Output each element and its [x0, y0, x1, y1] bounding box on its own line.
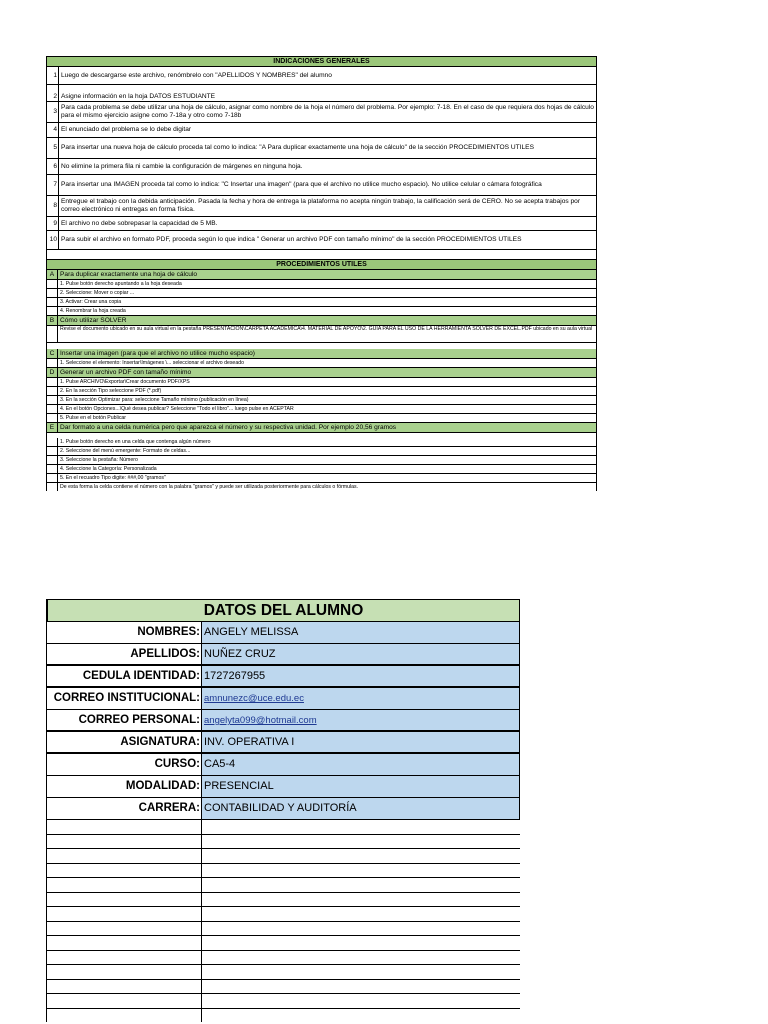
- section-letter: A: [47, 270, 58, 279]
- field-value[interactable]: 1727267955: [202, 666, 520, 686]
- procedure-step: 1. Pulse botón derecho apuntando a la hoja deseada: [47, 280, 596, 289]
- section-title: Generar un archivo PDF con tamaño mínimo: [60, 369, 192, 376]
- field-label: ASIGNATURA:: [47, 732, 202, 752]
- empty-row[interactable]: [47, 965, 520, 980]
- student-field-row: [47, 710, 520, 732]
- instruction-number: 4: [47, 123, 59, 137]
- empty-row[interactable]: [47, 922, 520, 937]
- instruction-text: Para insertar una nueva hoja de cálculo proceda tal como lo indica: "A Para duplicar exactamente una hoja de cálculo" de la sección PROCEDIMIENTOS UTILES: [61, 144, 534, 151]
- empty-row[interactable]: [47, 951, 520, 966]
- procedure-section-b: [47, 316, 596, 326]
- instruction-number: 5: [47, 138, 59, 158]
- personal-email-link[interactable]: angelyta099@hotmail.com: [204, 715, 317, 726]
- procedure-step: 3. En la sección Optimizar para: seleccione Tamaño mínimo (publicación en línea): [47, 396, 596, 405]
- section-title: Insertar una imagen (para que el archivo no utilice mucho espacio): [60, 350, 255, 357]
- empty-row[interactable]: [47, 893, 520, 908]
- field-value[interactable]: [202, 688, 520, 709]
- procedure-step: 5. En el recuadro Tipo digite: ###,00 "gramos": [47, 474, 596, 483]
- procedure-step: 3. Seleccione la pestaña: Número: [47, 456, 596, 465]
- instruction-row: [47, 159, 596, 175]
- instruction-text: Asigne información en la hoja DATOS ESTUDIANTE: [61, 93, 216, 100]
- procedure-step: 2. Seleccione: Mover o copiar ...: [47, 289, 596, 298]
- procedure-step: 1. Pulse botón derecho en una celda que contenga algún número: [47, 438, 596, 447]
- student-field-row: [47, 732, 520, 754]
- student-data-table: [46, 599, 520, 1022]
- institutional-email-link[interactable]: amnunezc@uce.edu.ec: [204, 693, 304, 704]
- field-label: APELLIDOS:: [47, 644, 202, 664]
- instruction-row: [47, 196, 596, 217]
- student-field-row: [47, 666, 520, 688]
- field-label: CARRERA:: [47, 798, 202, 819]
- instruction-number: 7: [47, 175, 59, 195]
- procedure-step: 4. En el botón Opciones...\Qué desea publicar? Seleccione "Todo el libro"... luego pulse en ACEPTAR: [47, 405, 596, 414]
- empty-row[interactable]: [47, 864, 520, 879]
- procedure-step: Revise el documento ubicado en su aula virtual en la pestaña PRESENTACIÓN\CARPETA ACADEMICA\4. MATERIAL DE APOYO\2. GUIA PARA EL USO DE LA HERRAMIENTA SOLVER DE EXCEL.PDF ubicado en su aula virtual: [47, 326, 596, 343]
- procedure-section-a: [47, 270, 596, 280]
- instruction-row: [47, 217, 596, 231]
- instruction-row: [47, 175, 596, 196]
- empty-row[interactable]: [47, 994, 520, 1009]
- procedure-step: 5. Pulse en el botón Publicar: [47, 414, 596, 423]
- field-value[interactable]: [202, 710, 520, 730]
- field-label: CORREO INSTITUCIONAL:: [47, 688, 202, 709]
- empty-row[interactable]: [47, 849, 520, 864]
- procedure-section-e: [47, 423, 596, 433]
- instruction-row: [47, 102, 596, 123]
- student-field-row: [47, 688, 520, 710]
- section-title: Cómo utilizar SOLVER: [60, 317, 127, 324]
- instruction-row: [47, 67, 596, 85]
- procedure-section-c: [47, 349, 596, 359]
- empty-row[interactable]: [47, 835, 520, 850]
- section-letter: C: [47, 349, 58, 358]
- instruction-number: 6: [47, 159, 59, 174]
- empty-row[interactable]: [47, 936, 520, 951]
- field-label: NOMBRES:: [47, 622, 202, 643]
- procedure-step: 3. Activar: Crear una copia: [47, 298, 596, 307]
- instruction-number: 9: [47, 217, 59, 230]
- empty-row[interactable]: [47, 1009, 520, 1023]
- section-letter: B: [47, 316, 58, 325]
- instruction-text: Para cada problema se debe utilizar una hoja de cálculo, asignar como nombre de la hoja el número del problema. Por ejemplo: 7-18. En el caso de que requiera dos hojas de cálculo para el mismo ejercicio asigne como 7-18a y otro como 7-18b: [61, 104, 594, 119]
- instruction-text: No elimine la primera fila ni cambie la configuración de márgenes en ninguna hoja.: [61, 162, 303, 170]
- instruction-row: [47, 138, 596, 159]
- instructions-sheet: [46, 56, 597, 491]
- instruction-number: 1: [47, 67, 59, 84]
- empty-row[interactable]: [47, 878, 520, 893]
- instruction-row: [47, 85, 596, 102]
- field-value[interactable]: INV. OPERATIVA I: [202, 732, 520, 752]
- student-field-row: [47, 798, 520, 820]
- instruction-number: 3: [47, 102, 59, 122]
- student-table-title: DATOS DEL ALUMNO: [47, 599, 520, 622]
- field-value[interactable]: CA5-4: [202, 754, 520, 775]
- empty-row[interactable]: [47, 980, 520, 995]
- procedures-header: PROCEDIMIENTOS UTILES: [47, 259, 596, 270]
- empty-rows: [47, 820, 520, 1022]
- instruction-number: 2: [47, 85, 59, 101]
- student-field-row: [47, 776, 520, 798]
- section-letter: E: [47, 423, 58, 432]
- instruction-text: Para insertar una IMAGEN proceda tal como lo indica: "C Insertar una imagen" (para que el archivo no utilice mucho espacio). No utilice celular o cámara fotográfica: [61, 181, 542, 188]
- field-label: CEDULA IDENTIDAD:: [47, 666, 202, 686]
- instruction-text: Para subir el archivo en formato PDF, proceda según lo que indica " Generar un archivo PDF con tamaño mínimo" de la sección PROCEDIMIENTOS UTILES: [61, 236, 522, 243]
- instruction-number: 8: [47, 196, 59, 216]
- procedure-step: 4. Seleccione la Categoría: Personalizada: [47, 465, 596, 474]
- field-value[interactable]: NUÑEZ CRUZ: [202, 644, 520, 664]
- empty-row[interactable]: [47, 820, 520, 835]
- instruction-number: 10: [47, 231, 59, 249]
- procedure-step: 1. Pulse ARCHIVO\Exportar\Crear documento PDF/XPS: [47, 378, 596, 387]
- student-field-row: [47, 644, 520, 666]
- field-value[interactable]: CONTABILIDAD Y AUDITORÍA: [202, 798, 520, 819]
- section-letter: D: [47, 368, 58, 377]
- instruction-text: El archivo no debe sobrepasar la capacidad de 5 MB.: [61, 219, 218, 227]
- field-label: MODALIDAD:: [47, 776, 202, 797]
- student-field-row: [47, 754, 520, 776]
- general-header: INDICACIONES GENERALES: [47, 56, 596, 67]
- instruction-text: El enunciado del problema se lo debe digitar: [61, 126, 192, 133]
- field-value[interactable]: PRESENCIAL: [202, 776, 520, 797]
- student-field-row: [47, 622, 520, 644]
- empty-row[interactable]: [47, 907, 520, 922]
- instruction-text: Entregue el trabajo con la debida anticipación. Pasada la fecha y hora de entrega la plataforma no acepta ningún trabajo, la calificación será de CERO. No se acepta trabajos por correo electrónico ni entregas en forma física.: [61, 198, 581, 213]
- procedure-step: 1. Seleccione el elemento: Insertar\Imágenes \... seleccionar el archivo deseado: [47, 359, 596, 368]
- section-title: Para duplicar exactamente una hoja de cálculo: [60, 271, 198, 278]
- field-value[interactable]: ANGELY MELISSA: [202, 622, 520, 643]
- section-title: Dar formato a una celda numérica pero que aparezca el número y su respectiva unidad. Por ejemplo 20,56 gramos: [60, 424, 397, 431]
- procedure-step: 2. Seleccione del menú emergente: Formato de celdas...: [47, 447, 596, 456]
- procedure-step: 4. Renombrar la hoja creada: [47, 307, 596, 316]
- field-label: CORREO PERSONAL:: [47, 710, 202, 730]
- instruction-row: [47, 123, 596, 138]
- procedure-section-d: [47, 368, 596, 378]
- procedure-step: 2. En la sección Tipo seleccione PDF (*.pdf): [47, 387, 596, 396]
- procedure-step: De esta forma la celda contiene el número con la palabra "gramos" y puede ser utilizada posteriormente para cálculos o fórmulas.: [47, 483, 596, 491]
- instruction-text: Luego de descargarse este archivo, renómbrelo con "APELLIDOS Y NOMBRES" del alumno: [61, 71, 332, 79]
- instruction-row: [47, 231, 596, 250]
- field-label: CURSO:: [47, 754, 202, 775]
